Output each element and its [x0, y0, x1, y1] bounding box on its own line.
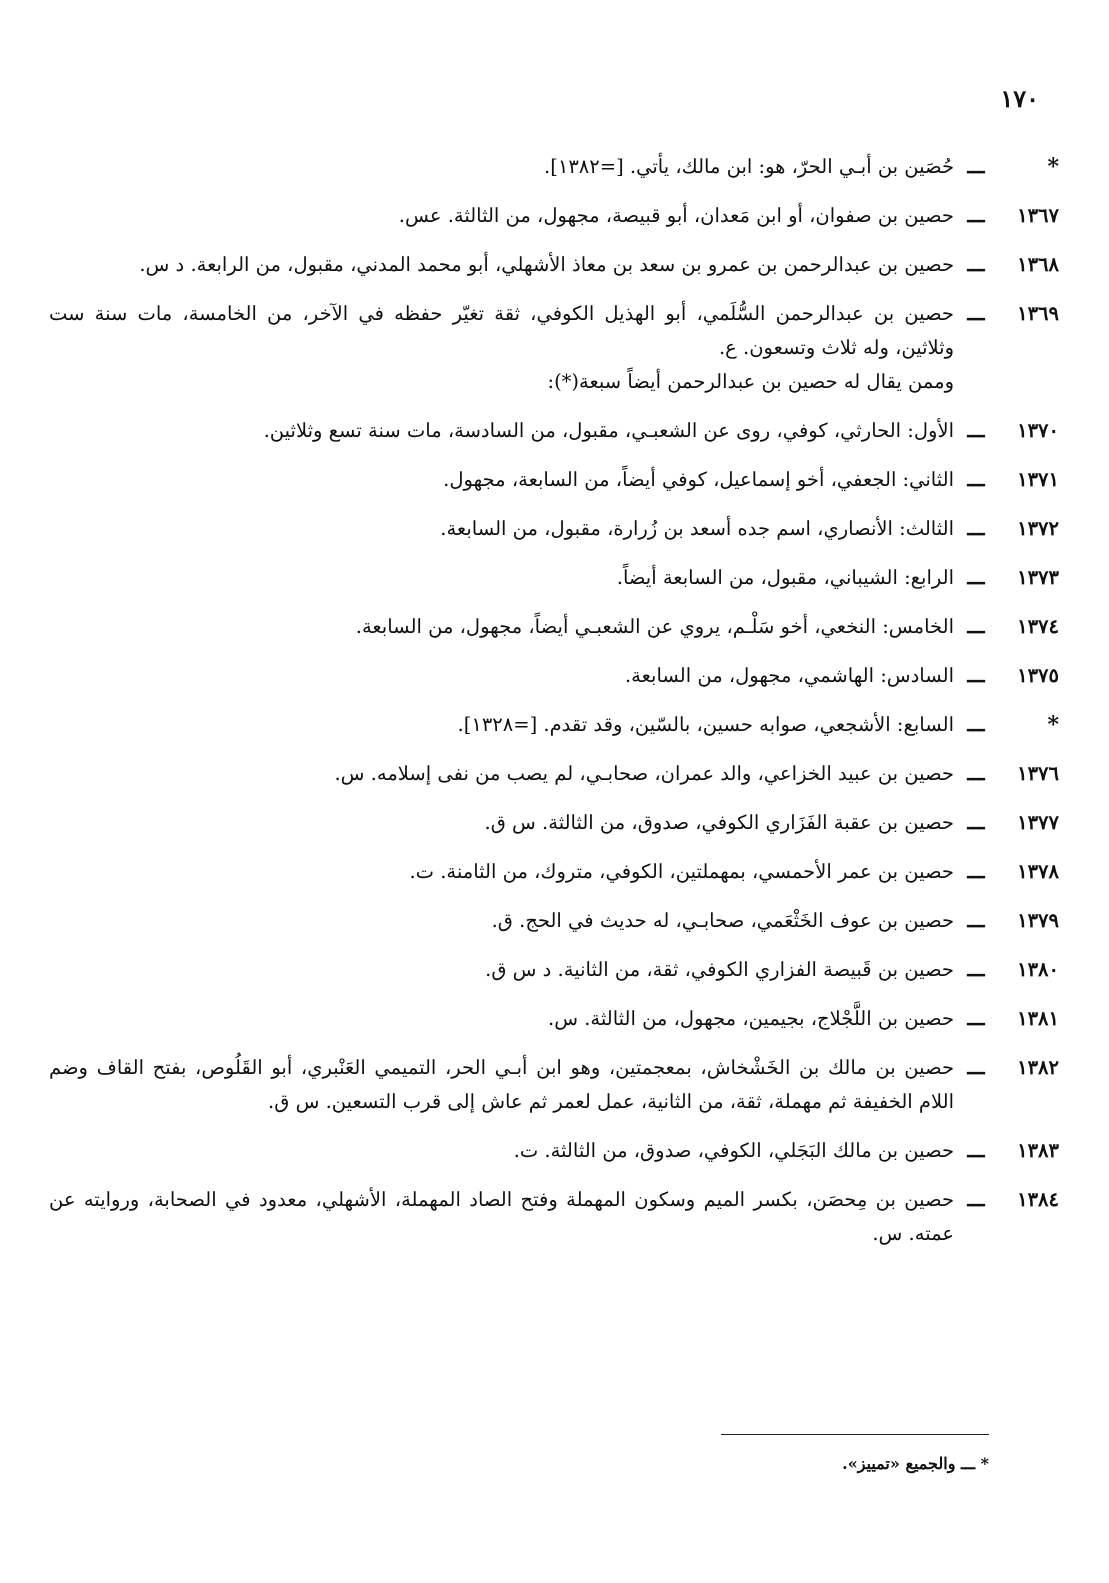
entry-dash: ـــ — [967, 204, 985, 227]
entry-item — [49, 757, 1059, 791]
entry-dash: ـــ — [967, 517, 985, 540]
entry-text: الثالث: الأنصاري، اسم جده أسعد بن زُرارة، مقبول، من السابعة. — [440, 517, 954, 540]
entry-item — [49, 248, 1059, 282]
entry-number: ١٣٨٤ — [1017, 1188, 1059, 1211]
entry-dash: ـــ — [967, 1056, 985, 1079]
entry-number: ١٣٧٩ — [1017, 909, 1059, 932]
entry-number: ١٣٨١ — [1017, 1007, 1059, 1030]
footnote-divider — [721, 1434, 989, 1435]
entry-item — [49, 1134, 1059, 1168]
entry-text: حصين بن مِحصَن، بكسر الميم وسكون المهملة وفتح الصاد المهملة، الأشهلي، معدود في الصحابة، وروايته عن عمته. س. — [49, 1188, 954, 1245]
entry-text: حصين بن قَبيصة الفزاري الكوفي، ثقة، من الثانية. د س ق. — [485, 958, 954, 981]
entry-dash: ـــ — [967, 1188, 985, 1211]
entry-dash: ـــ — [967, 762, 985, 785]
entry-item — [49, 904, 1059, 938]
entry-text: السابع: الأشجعي، صوابه حسين، بالسّين، وقد تقدم. [=١٣٢٨]. — [457, 713, 954, 736]
entry-number: ١٣٨٣ — [1017, 1139, 1059, 1162]
entry-item — [49, 610, 1059, 644]
entries-list — [49, 150, 1059, 1266]
entry-dash: ـــ — [967, 860, 985, 883]
entry-dash: ـــ — [967, 419, 985, 442]
entry-text: حصين بن عبدالرحمن السُّلَمي، أبو الهذيل الكوفي، ثقة تغيّر حفظه في الآخر، من الخامسة، مات سنة ست وثلاثين، وله ثلاث وتسعون. ع. — [49, 302, 954, 359]
entry-dash: ـــ — [967, 713, 985, 736]
entry-dash: ـــ — [967, 811, 985, 834]
entry-number: ١٣٦٨ — [1017, 253, 1059, 276]
entry-text: حصين بن عوف الخَثْعَمي، صحابـي، له حديث في الحج. ق. — [491, 909, 954, 932]
entry-number: ١٣٧٠ — [1017, 419, 1059, 442]
entry-number: ١٣٧٢ — [1017, 517, 1059, 540]
entry-note: وممن يقال له حصين بن عبدالرحمن أيضاً سبعة(*): — [547, 370, 954, 393]
entry-item — [49, 297, 1059, 399]
entry-number: ١٣٨٠ — [1017, 958, 1059, 981]
entry-item — [49, 150, 1059, 184]
entry-text: حصين بن عقبة الفَزَاري الكوفي، صدوق، من الثالثة. س ق. — [484, 811, 954, 834]
entry-item — [49, 1051, 1059, 1119]
entry-number: ١٣٧١ — [1017, 468, 1059, 491]
entry-number: ١٣٨٢ — [1017, 1056, 1059, 1079]
entry-item — [49, 512, 1059, 546]
entry-item — [49, 806, 1059, 840]
entry-text: السادس: الهاشمي، مجهول، من السابعة. — [624, 664, 954, 687]
entry-dash: ـــ — [967, 468, 985, 491]
entry-text: حصين بن عبدالرحمن بن عمرو بن سعد بن معاذ الأشهلي، أبو محمد المدني، مقبول، من الرابعة. د س. — [139, 253, 954, 276]
entry-item — [49, 561, 1059, 595]
entry-item — [49, 708, 1059, 742]
entry-text: حصين بن صفوان، أو ابن مَعدان، أبو قبيصة، مجهول، من الثالثة. عس. — [398, 204, 954, 227]
entry-text: حصين بن عبيد الخزاعي، والد عمران، صحابـي، لم يصب من نفى إسلامه. س. — [334, 762, 954, 785]
entry-number: ١٣٧٨ — [1017, 860, 1059, 883]
entry-item — [49, 855, 1059, 889]
entry-text: الخامس: النخعي، أخو سَلْـم، يروي عن الشعبـي أيضاً، مجهول، من السابعة. — [355, 615, 954, 638]
entry-number: ١٣٧٤ — [1017, 615, 1059, 638]
entry-dash: ـــ — [967, 566, 985, 589]
entry-dash: ـــ — [967, 253, 985, 276]
entry-text: حصين بن عمر الأحمسي، بمهملتين، الكوفي، متروك، من الثامنة. ت. — [409, 860, 954, 883]
entry-dash: ـــ — [967, 1139, 985, 1162]
entry-item — [49, 414, 1059, 448]
entry-text: الثاني: الجعفي، أخو إسماعيل، كوفي أيضاً، من السابعة، مجهول. — [443, 468, 954, 491]
entry-text: حُصَين بن أبـي الحرّ، هو: ابن مالك، يأتي. [=١٣٨٢]. — [544, 155, 954, 178]
entry-text: حصين بن مالك بن الخَشْخاش، بمعجمتين، وهو ابن أبـي الحر، التميمي العَنْبري، أبو القَلُوص، بفتح القاف وضم اللام الخفيفة ثم مهملة، ثقة، من الثانية، عمل لعمر ثم عاش إلى قرب التسعين. س ق. — [49, 1056, 954, 1113]
entry-number: ١٣٦٩ — [1017, 302, 1059, 325]
entry-text: الأول: الحارثي، كوفي، روى عن الشعبـي، مقبول، من السادسة، مات سنة تسع وثلاثين. — [263, 419, 954, 442]
entry-dash: ـــ — [967, 1007, 985, 1030]
entry-number: ١٣٦٧ — [1017, 204, 1059, 227]
entry-number: * — [1047, 712, 1059, 738]
entry-dash: ـــ — [967, 615, 985, 638]
footnote: * ـــ والجميع «تمييز». — [842, 1454, 989, 1473]
entry-dash: ـــ — [967, 302, 985, 325]
entry-item — [49, 659, 1059, 693]
entry-number: ١٣٧٧ — [1017, 811, 1059, 834]
entry-dash: ـــ — [967, 155, 985, 178]
entry-dash: ـــ — [967, 909, 985, 932]
entry-item — [49, 953, 1059, 987]
entry-text: الرابع: الشيباني، مقبول، من السابعة أيضاً. — [616, 566, 954, 589]
entry-number: ١٣٧٣ — [1017, 566, 1059, 589]
page-number: ١٧٠ — [1000, 84, 1039, 113]
entry-text: حصين بن اللَّجْلاج، بجيمين، مجهول، من الثالثة. س. — [548, 1007, 954, 1030]
entry-dash: ـــ — [967, 664, 985, 687]
entry-number: ١٣٧٥ — [1017, 664, 1059, 687]
entry-item — [49, 199, 1059, 233]
entry-item — [49, 463, 1059, 497]
entry-text: حصين بن مالك البَجَلي، الكوفي، صدوق، من الثالثة. ت. — [513, 1139, 954, 1162]
entry-dash: ـــ — [967, 958, 985, 981]
entry-number: * — [1047, 154, 1059, 180]
entry-number: ١٣٧٦ — [1017, 762, 1059, 785]
entry-item — [49, 1183, 1059, 1251]
entry-item — [49, 1002, 1059, 1036]
